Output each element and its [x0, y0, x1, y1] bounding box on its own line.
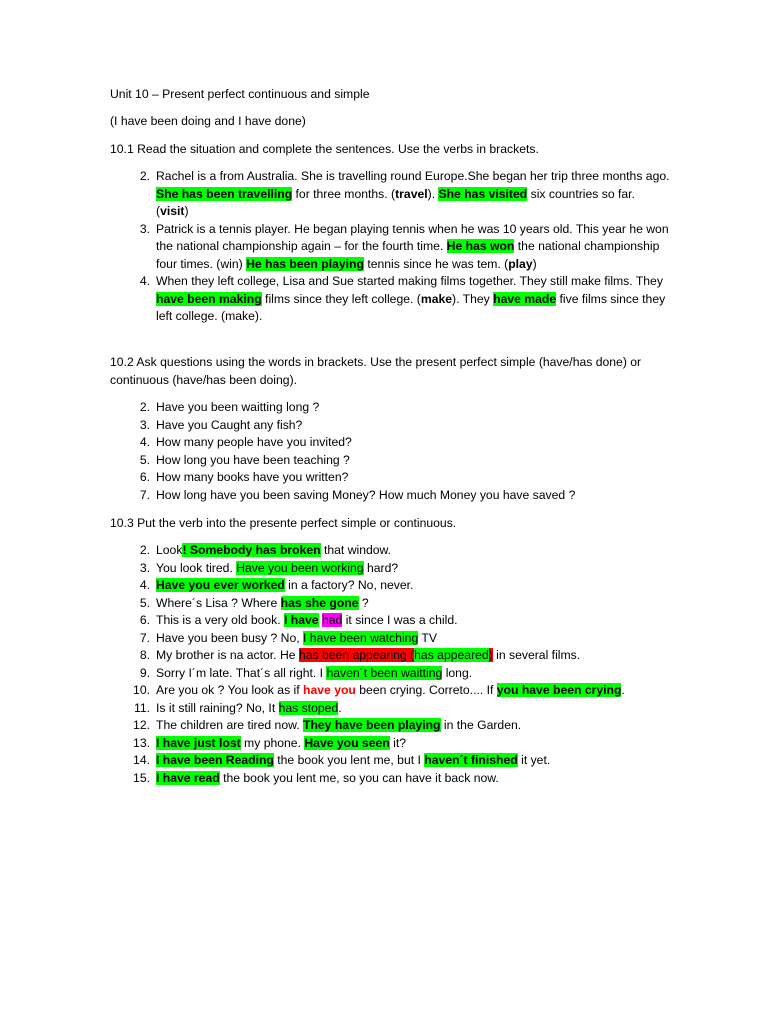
list-item	[110, 630, 670, 648]
item-number: 4.	[139, 578, 150, 592]
section-1-list	[110, 168, 670, 326]
item-text: Look	[156, 543, 183, 557]
item-number: 4.	[139, 274, 150, 288]
section-1-heading: 10.1 Read the situation and complete the sentences. Use the verbs in brackets.	[110, 142, 539, 156]
section-3-list	[110, 542, 670, 787]
item-number: 9.	[139, 665, 150, 680]
list-item	[110, 612, 670, 630]
list-item	[110, 717, 670, 735]
list-item	[110, 168, 670, 221]
item-number: 6.	[139, 470, 150, 484]
item-text: hard?	[363, 560, 399, 575]
item-text: my phone.	[240, 735, 305, 750]
item-text: Where´s Lisa ? Where	[156, 595, 281, 610]
answer-highlight: has she gone	[280, 595, 359, 610]
item-text: )	[532, 256, 537, 271]
item-text: This is a very old book.	[156, 613, 285, 627]
item-number: 3.	[139, 560, 150, 575]
item-number: 10.	[133, 683, 150, 697]
item-text: tennis since he was tem. (	[363, 256, 509, 271]
list-item	[110, 752, 670, 770]
list-item	[110, 273, 670, 326]
item-text: long.	[442, 665, 473, 680]
item-text: Rachel is a from Australia. She is travelling round Europe.She began her trip three months ago.	[156, 169, 670, 183]
item-number: 13.	[133, 735, 150, 750]
answer-highlight: I have just lost	[156, 735, 241, 750]
item-text: .	[338, 700, 342, 715]
item-text: Have you been busy ? No,	[156, 630, 304, 645]
item-number: 15.	[133, 770, 150, 785]
item-text: for three months. (	[292, 186, 396, 201]
item-number: 5.	[139, 452, 150, 467]
verb-hint: travel	[395, 186, 428, 201]
item-text: in several films.	[492, 648, 581, 662]
list-item	[110, 560, 670, 578]
list-item	[110, 417, 670, 435]
page-title: Unit 10 – Present perfect continuous and simple	[110, 87, 370, 101]
item-text: ). They	[452, 291, 494, 306]
list-item	[110, 577, 670, 595]
item-text: The children are tired now.	[156, 718, 304, 732]
answer-highlight: Have you ever worked	[156, 578, 285, 592]
item-number: 7.	[139, 487, 150, 502]
item-text: the book you lent me, so you can have it back now.	[219, 770, 499, 785]
answer-highlight: Have you been working	[236, 560, 364, 575]
item-number: 6.	[139, 613, 150, 627]
item-text: How long have you been saving Money? How much Money you have saved ?	[156, 487, 576, 502]
item-number: 2.	[139, 543, 150, 557]
list-item	[110, 595, 670, 613]
answer-highlight-magenta: had	[321, 613, 343, 627]
answer-highlight: haven´t finished	[424, 753, 518, 767]
item-number: 11.	[133, 700, 150, 715]
item-text: When they left college, Lisa and Sue started making films together. They still make films. They	[156, 274, 663, 288]
verb-hint: visit	[160, 204, 185, 218]
item-text: My brother is na actor. He	[156, 648, 299, 662]
list-item	[110, 399, 670, 417]
item-text: the book you lent me, but I	[273, 753, 425, 767]
item-number: 12.	[133, 718, 150, 732]
list-item	[110, 434, 670, 452]
answer-highlight: She has visited	[438, 186, 528, 201]
section-3-heading: 10.3 Put the verb into the presente perfect simple or continuous.	[110, 516, 457, 530]
item-number: 3.	[139, 221, 150, 236]
verb-hint: play	[508, 256, 533, 271]
answer-highlight-red: has been appearing (	[298, 648, 415, 662]
answer-highlight: haven´t been waitting	[326, 665, 443, 680]
item-text: films since they left college. (	[261, 291, 421, 306]
list-item	[110, 647, 670, 665]
answer-red-text: have you	[303, 683, 356, 697]
item-text: Sorry I´m late. That´s all right. I	[156, 665, 327, 680]
answer-highlight: He has been playing	[246, 256, 364, 271]
answer-highlight-red: )	[488, 648, 493, 662]
item-number: 8.	[139, 648, 150, 662]
answer-highlight: has appeared	[414, 648, 489, 662]
answer-highlight: you have been crying	[496, 683, 622, 697]
answer-highlight: They have been playing	[303, 718, 441, 732]
list-item	[110, 770, 670, 788]
item-number: 4.	[139, 435, 150, 449]
item-text: it yet.	[517, 753, 551, 767]
list-item	[110, 682, 670, 700]
item-text: Have you been waitting long ?	[156, 400, 320, 414]
page-subtitle: (I have been doing and I have done)	[110, 114, 306, 128]
item-text: it?	[389, 735, 406, 750]
answer-highlight: have made	[493, 291, 557, 306]
item-text: Patrick is a tennis player. He began playing tennis when he was 10 years old. This year he won the national championship again – for the fourth time.	[156, 221, 669, 253]
list-item	[110, 221, 670, 274]
item-text: been crying. Correto.... If	[355, 683, 497, 697]
item-text: How long you have been teaching ?	[156, 452, 350, 467]
list-item	[110, 469, 670, 487]
list-item	[110, 735, 670, 753]
item-text: Are you ok ? You look as if	[156, 683, 304, 697]
item-number: 3.	[139, 417, 150, 432]
list-item	[110, 700, 670, 718]
item-text: How many people have you invited?	[156, 435, 352, 449]
list-item	[110, 542, 670, 560]
list-item	[110, 665, 670, 683]
answer-highlight: I have read	[156, 770, 220, 785]
answer-highlight: She has been travelling	[156, 186, 293, 201]
item-text: How many books have you written?	[156, 470, 349, 484]
section-2-heading: 10.2 Ask questions using the words in brackets. Use the present perfect simple (have/has done) or continuous (have/has been doing).	[110, 355, 642, 387]
item-text: ).	[427, 186, 439, 201]
item-text: Have you Caught any fish?	[156, 417, 303, 432]
answer-highlight: have been making	[156, 291, 262, 306]
item-text: You look tired.	[156, 560, 237, 575]
item-text: the national championship four times. (win)	[156, 239, 660, 271]
answer-highlight: I have been watching	[303, 630, 419, 645]
answer-highlight: He has won	[446, 239, 515, 253]
item-text: in the Garden.	[440, 718, 522, 732]
item-text: Is it still raining? No, It	[156, 700, 279, 715]
item-text: )	[184, 204, 189, 218]
item-number: 2.	[139, 169, 150, 183]
answer-highlight: ! Somebody has broken	[182, 543, 321, 557]
item-number: 14.	[133, 753, 150, 767]
section-2-list	[110, 399, 670, 504]
answer-highlight: I have	[284, 613, 319, 627]
item-text: in a factory? No, never.	[284, 578, 414, 592]
list-item	[110, 452, 670, 470]
answer-highlight: Have you seen	[304, 735, 390, 750]
answer-highlight: has stoped	[278, 700, 339, 715]
answer-highlight: I have been Reading	[156, 753, 274, 767]
item-number: 5.	[139, 595, 150, 610]
item-text: six countries so far. (	[156, 186, 635, 218]
item-number: 2.	[139, 400, 150, 414]
item-text: it since I was a child.	[342, 613, 458, 627]
item-text: .	[621, 683, 625, 697]
item-text: TV	[418, 630, 437, 645]
verb-hint: make	[420, 291, 453, 306]
item-text: that window.	[320, 543, 392, 557]
item-number: 7.	[139, 630, 150, 645]
list-item	[110, 487, 670, 505]
item-text: ?	[358, 595, 369, 610]
item-text: five films since they left college. (make).	[156, 291, 666, 323]
